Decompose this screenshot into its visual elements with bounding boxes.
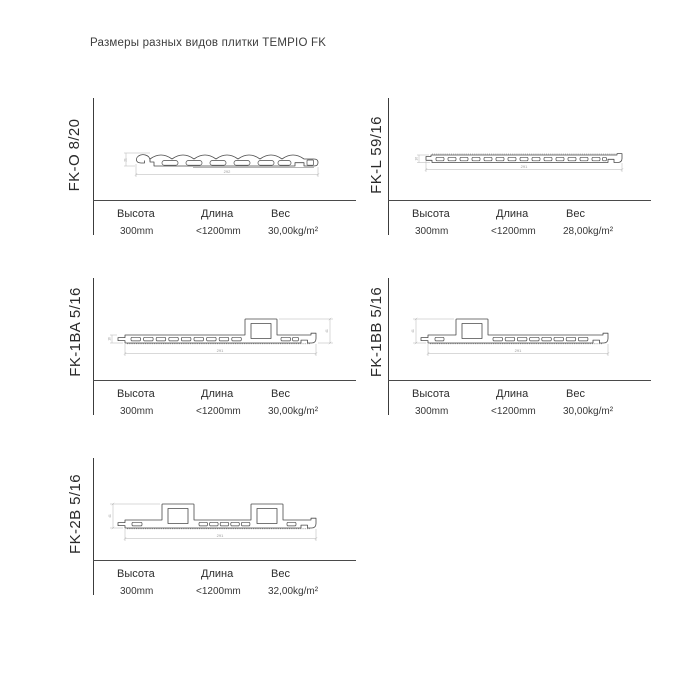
dim-height-label: 41 [108,514,112,518]
horizontal-divider [93,380,356,381]
profile-drawing-fk-l [412,145,637,179]
dim-height-label: 16 [414,157,419,161]
col-header-weight: Вес [271,568,290,580]
value-weight: 30,00kg/m² [268,226,319,237]
col-header-weight: Вес [566,388,585,400]
dimension-lines [108,503,317,541]
dimension-lines [411,318,609,356]
col-header-length: Длина [496,388,529,400]
value-height: 300mm [120,406,154,417]
horizontal-divider [388,380,651,381]
col-header-weight: Вес [271,208,290,220]
col-header-height: Высота [117,568,155,580]
value-height: 300mm [120,226,154,237]
vertical-divider [93,278,94,415]
section-label: FK-L 59/16 [368,116,385,194]
dim-height-label: 16 [107,337,112,341]
value-weight: 28,00kg/m² [563,226,614,237]
dim-width-label: 291 [216,348,224,354]
horizontal-divider [93,560,356,561]
value-weight: 30,00kg/m² [563,406,614,417]
value-length: <1200mm [491,406,536,417]
profile-drawing-fk-1bb [408,310,653,368]
value-weight: 32,00kg/m² [268,586,319,597]
profile-drawing-fk-2b [105,495,350,553]
dim-width-label: 291 [216,533,224,539]
value-length: <1200mm [491,226,536,237]
col-header-height: Высота [412,208,450,220]
col-header-length: Длина [496,208,529,220]
profile-drawing-fk-o [118,146,338,188]
dim-height-label: 41 [411,329,415,333]
dim-width-label: 292 [223,169,231,175]
dim-width-label: 291 [520,164,528,170]
value-height: 300mm [415,406,449,417]
vertical-divider [93,98,94,235]
col-header-length: Длина [201,208,234,220]
value-height: 300mm [415,226,449,237]
section-label: FK-O 8/20 [66,118,83,192]
section-label: FK-1BA 5/16 [67,287,84,377]
value-length: <1200mm [196,226,241,237]
col-header-weight: Вес [271,388,290,400]
vertical-divider [93,458,94,595]
profile-drawing-fk-1ba [105,310,350,368]
col-header-weight: Вес [566,208,585,220]
dimension-lines [108,318,334,356]
vertical-divider [388,98,389,235]
col-header-height: Высота [412,388,450,400]
horizontal-divider [93,200,356,201]
col-header-height: Высота [117,388,155,400]
col-header-length: Длина [201,568,234,580]
dim-width-label: 291 [514,348,522,354]
dim-box-height-label: 41 [325,329,329,333]
value-weight: 30,00kg/m² [268,406,319,417]
col-header-height: Высота [117,208,155,220]
dim-height-label: 21 [123,158,128,162]
value-length: <1200mm [196,406,241,417]
section-label: FK-1BB 5/16 [368,286,385,378]
horizontal-divider [388,200,651,201]
page-title: Размеры разных видов плитки TEMPIO FK [90,37,327,49]
section-label: FK-2B 5/16 [67,474,84,554]
value-length: <1200mm [196,586,241,597]
value-height: 300mm [120,586,154,597]
col-header-length: Длина [201,388,234,400]
vertical-divider [388,278,389,415]
